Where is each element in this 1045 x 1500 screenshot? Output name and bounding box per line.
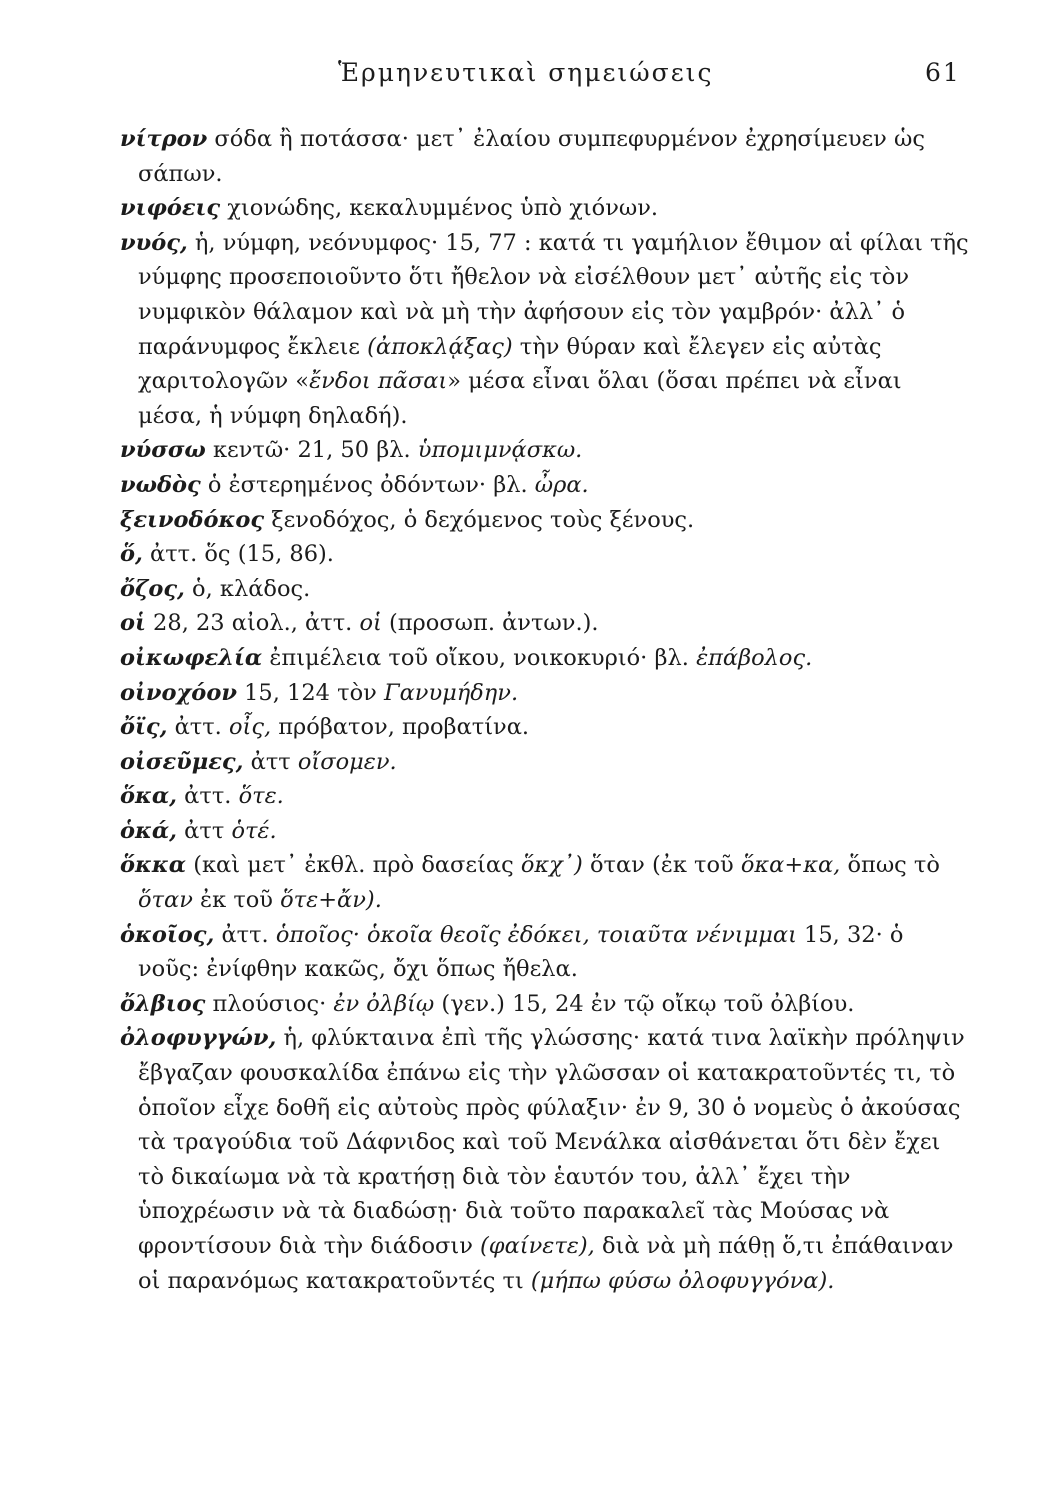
running-head (0, 58, 1045, 98)
definition: κεντῶ· 21, 50 βλ. (205, 437, 418, 464)
entry-nyos (120, 226, 970, 434)
definition: ἡ, νύμφη, νεόνυμφος· 15, 77 : κατά τι γαμήλιον ἔθιμον αἱ φίλαι τῆς νύμφης προσεποιοῦντο ὅτι ἤθελον νὰ εἰσέλθουν μετ᾽ αὐτῆς εἰς τὸν νυμφικὸν θάλαμον καὶ νὰ μὴ τὴν ἀφήσουν εἰς τὸν γαμβρόν· ἀλλ᾽ ὁ παράνυμφος ἔκλειε (138, 229, 969, 360)
definition: ἐκ τοῦ (192, 887, 281, 914)
citation: οἶς, (228, 714, 272, 741)
definition: ὅπως τὸ (840, 852, 940, 879)
definition: 15, 124 τὸν (236, 679, 384, 706)
citation: ἔνδοι πᾶσαι (309, 368, 448, 395)
definition: ἀττ. (214, 921, 276, 948)
headword: ὅ, (120, 541, 143, 568)
headword: ὁκοῖος, (120, 921, 215, 948)
headword: ὅκα, (120, 783, 178, 810)
definition: χιονώδης, κεκαλυμμένος ὑπὸ χιόνων. (220, 195, 659, 222)
citation: ὅτε. (238, 783, 284, 810)
entry-hoka-oxy (120, 814, 970, 849)
citation: ὑπομιμνᾴσκω. (417, 437, 583, 464)
headword: ὅκκα (120, 852, 187, 879)
entry-ozos (120, 572, 970, 607)
page-number: 61 (925, 58, 961, 87)
citation: ὁποῖος· ὁκοῖα θεοῖς ἐδόκει, τοιαῦτα νένιμμαι (275, 921, 797, 948)
definition: ἡ, φλύκταινα ἐπὶ τῆς γλώσσης· κατά τινα λαϊκὴν πρόληψιν ἔβγαζαν φουσκαλίδα ἐπάνω εἰς τὴν γλῶσσαν οἱ κατακρατοῦντές τι, τὸ ὁποῖον εἶχε δοθῆ εἰς αὐτοὺς πρὸς φύλαξιν· ἐν 9, 30 ὁ νομεὺς ὁ ἀκούσας τὰ τραγούδια τοῦ Δάφνιδος καὶ τοῦ Μενάλκα αἰσθάνεται ὅτι δὲν ἔχει τὸ δικαίωμα νὰ τὰ κρατήσῃ διὰ τὸν ἑαυτόν του, ἀλλ᾽ ἔχει τὴν ὑποχρέωσιν νὰ τὰ διαδώσῃ· διὰ τοῦτο παρακαλεῖ τὰς Μούσας νὰ φροντίσουν διὰ τὴν διάδοσιν (138, 1025, 965, 1259)
citation: ὅτε+ἄν). (280, 887, 382, 914)
definition: (προσωπ. ἀντων.). (381, 610, 599, 637)
citation: ὦρα. (534, 471, 589, 498)
headword: νωδὸς (120, 471, 201, 498)
citation: ὅκα+κα, (740, 852, 841, 879)
definition: τὴν θύραν καὶ ἔλεγεν εἰς αὐτὰς χαριτολογῶν « (138, 333, 882, 395)
headword: ὄλβιος (120, 990, 206, 1017)
definition: ἀττ. (177, 783, 239, 810)
citation: ὅκχ᾽) (520, 852, 583, 879)
headword: οἰνοχόον (120, 679, 237, 706)
definition: πρόβατον, προβατίνα. (271, 714, 530, 741)
headword: νυός, (120, 229, 188, 256)
definition: πλούσιος· (205, 990, 334, 1017)
entry-hokka (120, 848, 970, 917)
definition: ἀττ. ὅς (15, 86). (142, 541, 334, 568)
entry-oiseumes (120, 745, 970, 780)
entry-nysso (120, 433, 970, 468)
running-title: Ἑρμηνευτικαὶ σημειώσεις (338, 58, 714, 87)
headword: ὁκά, (120, 817, 178, 844)
citation: (φαίνετε), (480, 1233, 595, 1259)
entry-ois (120, 710, 970, 745)
definition: ξενοδόχος, ὁ δεχόμενος τοὺς ξένους. (264, 506, 695, 533)
citation: Γανυμήδην. (383, 679, 519, 706)
headword: οἰσεῦμες, (120, 748, 244, 775)
definition: ἐπιμέλεια τοῦ οἴκου, νοικοκυριό· βλ. (262, 644, 697, 671)
headword: ὄζος, (120, 575, 185, 602)
entry-hokoios (120, 918, 970, 987)
citation: οἴσομεν. (297, 748, 397, 775)
definition: ὅταν (ἐκ τοῦ (582, 852, 741, 879)
headword: νίτρον (120, 126, 208, 152)
headword: νιφόεις (120, 195, 221, 222)
definition: σόδα ἢ ποτάσσα· μετ᾽ ἐλαίου συμπεφυρμένον ἐχρησίμευεν ὡς σάπων. (138, 126, 925, 187)
entry-nitron (120, 122, 970, 191)
definition: ὁ ἐστερημένος ὀδόντων· βλ. (200, 471, 535, 498)
entry-olbios (120, 987, 970, 1022)
definition: ἀττ (177, 817, 232, 844)
definition: » μέσα εἶναι ὅλαι (ὅσαι πρέπει νὰ εἶναι μέσα, ἡ νύμφη δηλαδή). (138, 368, 902, 429)
entry-ho (120, 537, 970, 572)
entry-oinochoon (120, 676, 970, 711)
citation: (ἀποκλᾴξας) (367, 333, 513, 360)
definition: (καὶ μετ᾽ ἐκθλ. πρὸ δασείας (186, 852, 521, 879)
citation: οἱ (359, 610, 382, 637)
definition: 28, 23 αἰολ., ἀττ. (145, 610, 360, 637)
definition: διὰ νὰ μὴ πάθῃ ὅ,τι ἐπάθαιναν οἱ παρανόμως κατακρατοῦντές τι (138, 1233, 954, 1294)
citation: ὅταν (138, 887, 193, 914)
entry-xeinodokos (120, 503, 970, 538)
entry-oikofelia (120, 641, 970, 676)
headword: ξεινοδόκος (120, 506, 265, 533)
headword: οἱ (120, 610, 146, 637)
citation: ἐπάβολος. (696, 644, 813, 671)
entry-nifoeis (120, 191, 970, 226)
definition: ὁ, κλάδος. (184, 575, 311, 602)
definition: ἀττ (243, 748, 298, 775)
definition: (γεν.) 15, 24 ἐν τῷ οἴκῳ τοῦ ὀλβίου. (434, 990, 855, 1017)
headword: οἰκωφελία (120, 644, 263, 671)
definition: 15, 32· ὁ νοῦς: ἐνίφθην κακῶς, ὄχι ὅπως ἤθελα. (138, 921, 904, 983)
entry-hoka (120, 779, 970, 814)
definition: ἀττ. (167, 714, 229, 741)
entry-hoi (120, 606, 970, 641)
entry-olofyngon (120, 1021, 970, 1298)
headword: ὄϊς, (120, 714, 168, 741)
entry-list (120, 122, 970, 1298)
citation: (μήπω φύσω ὀλοφυγγόνα). (530, 1267, 835, 1294)
headword: ὀλοφυγγών, (120, 1025, 277, 1052)
citation: ἐν ὀλβίῳ (333, 990, 435, 1017)
headword: νύσσω (120, 437, 206, 464)
citation: ὁτέ. (231, 817, 277, 844)
entry-nodos (120, 468, 970, 503)
